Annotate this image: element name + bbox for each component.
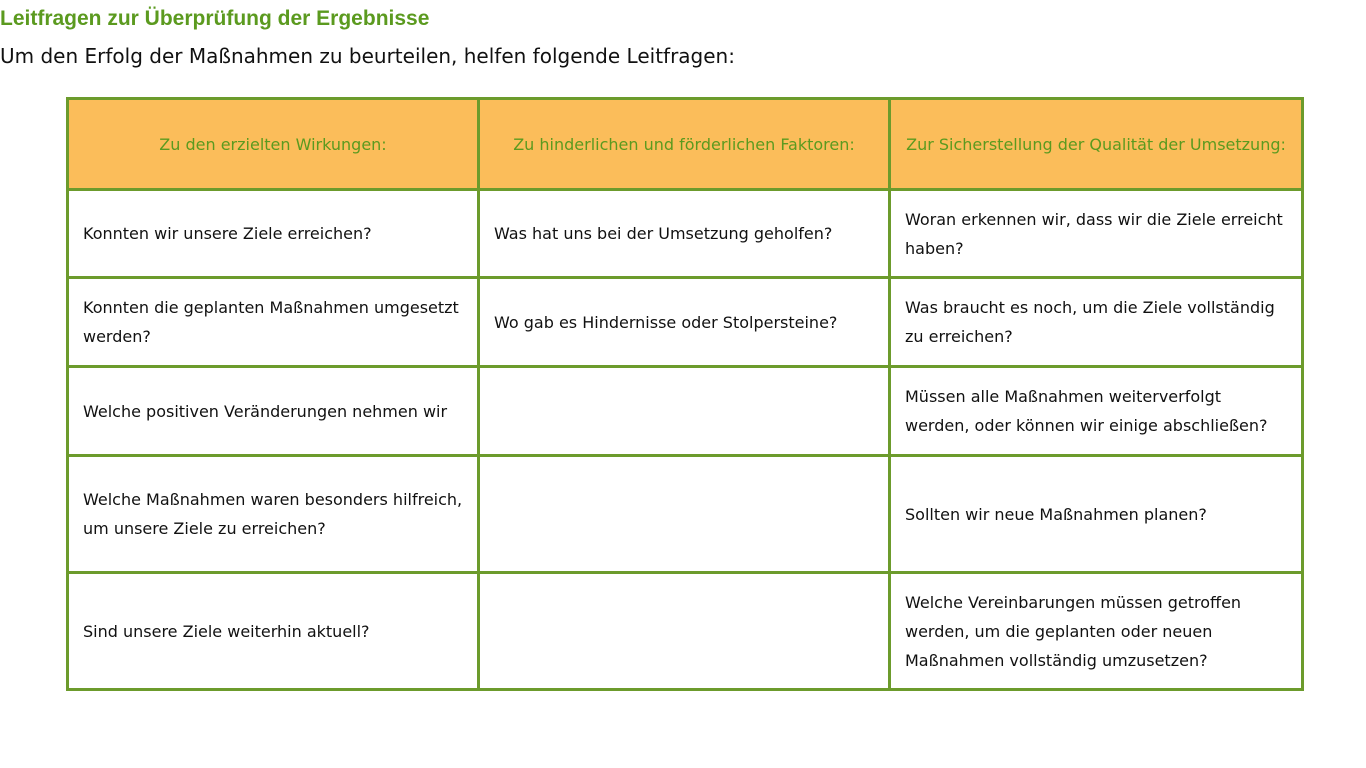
table-cell: Welche Vereinbarungen müssen getroffen werden, um die geplanten oder neuen Maßnahmen vollständig umzusetzen? [890,573,1303,690]
table-cell [479,456,890,573]
table-cell [479,573,890,690]
table-cell: Welche Maßnahmen waren besonders hilfreich, um unsere Ziele zu erreichen? [68,456,479,573]
table-row [68,456,1303,573]
column-header-quality: Zur Sicherstellung der Qualität der Umsetzung: [890,99,1303,190]
table-cell: Sind unsere Ziele weiterhin aktuell? [68,573,479,690]
section-heading: Leitfragen zur Überprüfung der Ergebnisse [0,7,430,30]
intro-text: Um den Erfolg der Maßnahmen zu beurteilen, helfen folgende Leitfragen: [0,44,735,68]
column-header-effects: Zu den erzielten Wirkungen: [68,99,479,190]
table-cell: Welche positiven Veränderungen nehmen wir [68,367,479,456]
table-header-row [68,99,1303,190]
table-cell: Was hat uns bei der Umsetzung geholfen? [479,190,890,278]
table-cell [479,367,890,456]
table-cell: Sollten wir neue Maßnahmen planen? [890,456,1303,573]
table-cell: Konnten die geplanten Maßnahmen umgesetzt werden? [68,278,479,367]
column-header-factors: Zu hinderlichen und förderlichen Faktoren: [479,99,890,190]
table-cell: Was braucht es noch, um die Ziele vollständig zu erreichen? [890,278,1303,367]
table-cell: Konnten wir unsere Ziele erreichen? [68,190,479,278]
table-cell: Müssen alle Maßnahmen weiterverfolgt werden, oder können wir einige abschließen? [890,367,1303,456]
table-row [68,573,1303,690]
table-row [68,190,1303,278]
guiding-questions-table [66,97,1304,691]
table-row [68,278,1303,367]
table-row [68,367,1303,456]
table-cell: Woran erkennen wir, dass wir die Ziele erreicht haben? [890,190,1303,278]
table-cell: Wo gab es Hindernisse oder Stolpersteine? [479,278,890,367]
